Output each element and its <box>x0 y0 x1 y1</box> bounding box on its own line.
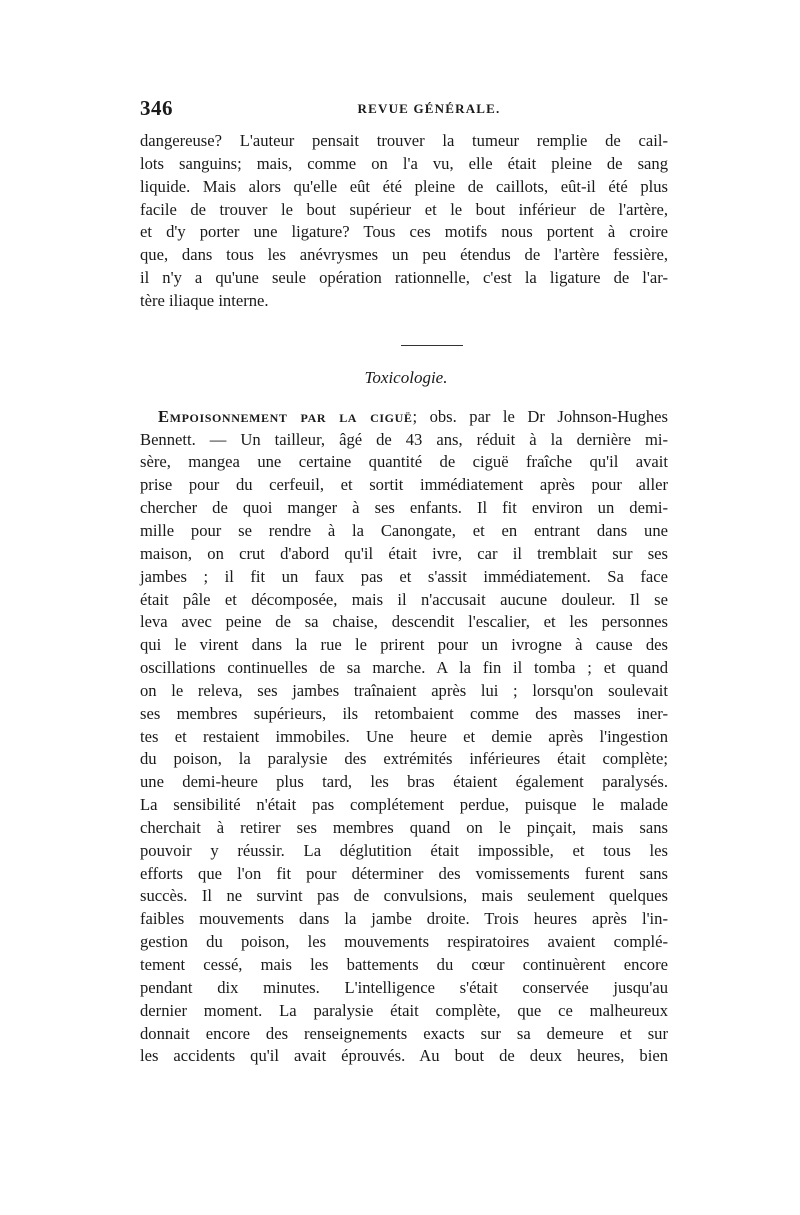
text-line: tes et restaient immobiles. Une heure et demie après l'ingestion <box>140 726 668 746</box>
paragraph-aneurysm <box>140 130 668 313</box>
text-line: on le releva, ses jambes traînaient après lui ; lorsqu'on soulevait <box>140 680 668 700</box>
text-line: cherchait à retirer ses membres quand on le pinçait, mais sans <box>140 817 668 837</box>
text-line: pouvoir y réussir. La déglutition était impossible, et tous les <box>140 840 668 860</box>
case-title: Empoisonnement par la ciguë <box>158 406 413 426</box>
text-line: du poison, la paralysie des extrémités inférieures était complète; <box>140 749 668 769</box>
text-line: oscillations continuelles de sa marche. A la fin il tomba ; et quand <box>140 658 668 678</box>
text-line: facile de trouver le bout supérieur et le bout inférieur de l'artère, <box>140 199 668 219</box>
text-line: chercher de quoi manger à ses enfants. Il fit environ un demi- <box>140 498 668 518</box>
section-divider <box>401 345 463 346</box>
running-title: REVUE GÉNÉRALE. <box>357 101 501 116</box>
text-line: liquide. Mais alors qu'elle eût été pleine de caillots, eût-il été plus <box>140 176 668 196</box>
page <box>140 96 668 1068</box>
text-line: il n'y a qu'une seule opération rationnelle, c'est la ligature de l'ar- <box>140 268 668 288</box>
text-line: efforts que l'on fit pour déterminer des vomissements furent sans <box>140 863 668 883</box>
text-line: et d'y porter une ligature? Tous ces motifs nous portent à croire <box>140 222 668 242</box>
text-line: dernier moment. La paralysie était complète, que ce malheureux <box>140 1000 668 1020</box>
case-author: ; obs. par le Dr Johnson-Hughes <box>412 406 668 426</box>
text-line: maison, on crut d'abord qu'il était ivre, car il tremblait sur ses <box>140 543 668 563</box>
text-line: leva avec peine de sa chaise, descendit l'escalier, et les personnes <box>140 612 668 632</box>
paragraph-hemlock-poisoning <box>140 406 668 1068</box>
text-line: faibles mouvements dans la jambe droite. Trois heures après l'in- <box>140 909 668 929</box>
text-line: était pâle et décomposée, mais il n'accusait aucune douleur. Il se <box>140 589 668 609</box>
text-line: une demi-heure plus tard, les bras étaient également paralysés. <box>140 772 668 792</box>
text-line: tement cessé, mais les battements du cœur continuèrent encore <box>140 955 668 974</box>
text-line: La sensibilité n'était pas complétement perdue, puisque le malade <box>140 795 668 815</box>
page-header <box>140 96 668 130</box>
text-line: tère iliaque interne. <box>140 290 269 310</box>
text-line: succès. Il ne survint pas de convulsions, mais seulement quelques <box>140 886 668 906</box>
text-line: donnait encore des renseignements exacts sur sa demeure et sur <box>140 1023 668 1043</box>
section-title: Toxicologie. <box>364 367 448 387</box>
text-line: pendant dix minutes. L'intelligence s'était conservée jusqu'au <box>140 977 668 997</box>
text-line: sère, mangea une certaine quantité de ciguë fraîche qu'il avait <box>140 452 668 472</box>
text-line: ses membres supérieurs, ils retombaient comme des masses iner- <box>140 703 668 723</box>
text-line: que, dans tous les anévrysmes un peu étendus de l'artère fessière, <box>140 245 668 265</box>
text-line-lead <box>140 406 668 429</box>
text-line: jambes ; il fit un faux pas et s'assit immédiatement. Sa face <box>140 566 668 586</box>
text-line: gestion du poison, les mouvements respiratoires avaient complé- <box>140 932 668 952</box>
page-number: 346 <box>140 96 173 120</box>
text-line: lots sanguins; mais, comme on l'a vu, elle était pleine de sang <box>140 153 668 173</box>
text-line: Bennett. — Un tailleur, âgé de 43 ans, réduit à la dernière mi- <box>140 429 668 449</box>
text-line: mille pour se rendre à la Canongate, et en entrant dans une <box>140 520 668 540</box>
text-line: prise pour du cerfeuil, et sortit immédiatement après pour aller <box>140 475 668 495</box>
text-line: dangereuse? L'auteur pensait trouver la tumeur remplie de cail- <box>140 131 668 150</box>
text-line: les accidents qu'il avait éprouvés. Au bout de deux heures, bien <box>140 1046 668 1066</box>
text-line: qui le virent dans la rue le prirent pour un ivrogne à cause des <box>140 635 668 655</box>
